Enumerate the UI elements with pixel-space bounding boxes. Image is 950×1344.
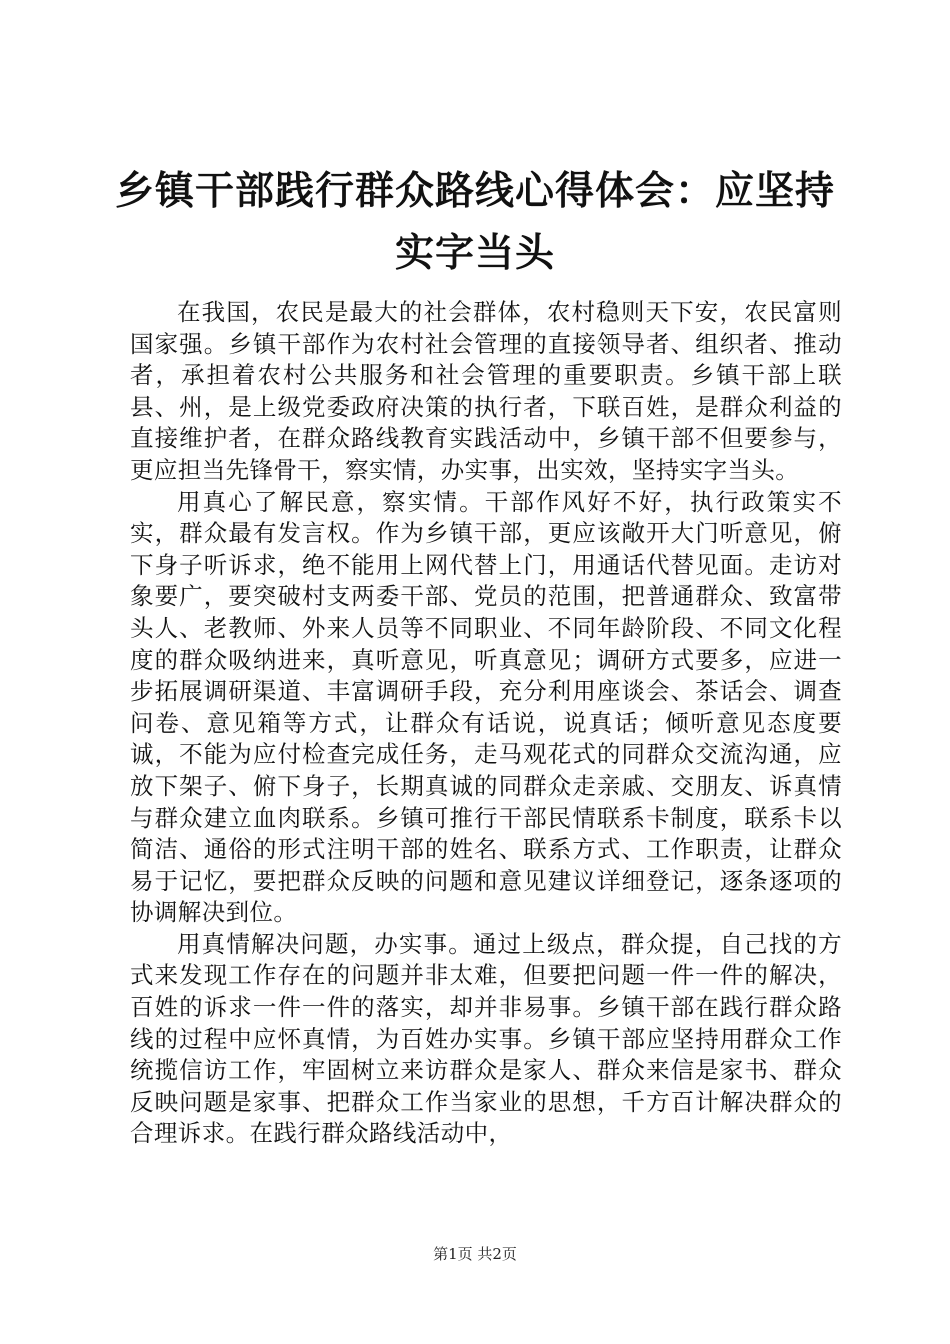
document-body [130,297,842,1150]
paragraph-2: 用真心了解民意，察实情。干部作风好不好，执行政策实不实，群众最有发言权。作为乡镇干部，更应该敞开大门听意见，俯下身子听诉求，绝不能用上网代替上门，用通话代替见面。走访对象要广，要突破村支两委干部、党员的范围，把普通群众、致富带头人、老教师、外来人员等不同职业、不同年龄阶段、不同文化程度的群众吸纳进来，真听意见，听真意见；调研方式要多，应进一步拓展调研渠道、丰富调研手段，充分利用座谈会、茶话会、调查问卷、意见箱等方式，让群众有话说，说真话；倾听意见态度要诚，不能为应付检查完成任务，走马观花式的同群众交流沟通，应放下架子、俯下身子，长期真诚的同群众走亲戚、交朋友、诉真情与群众建立血肉联系。乡镇可推行干部民情联系卡制度，联系卡以简洁、通俗的形式注明干部的姓名、联系方式、工作职责，让群众易于记忆，要把群众反映的问题和意见建议详细登记，逐条逐项的协调解决到位。 [130,487,842,927]
paragraph-1: 在我国，农民是最大的社会群体，农村稳则天下安，农民富则国家强。乡镇干部作为农村社会管理的直接领导者、组织者、推动者，承担着农村公共服务和社会管理的重要职责。乡镇干部上联县、州，是上级党委政府决策的执行者，下联百姓，是群众利益的直接维护者，在群众路线教育实践活动中，乡镇干部不但要参与，更应担当先锋骨干，察实情，办实事，出实效，坚持实字当头。 [130,298,842,484]
document-title: 乡镇干部践行群众路线心得体会：应坚持实字当头 [114,168,835,276]
paragraph-3: 用真情解决问题，办实事。通过上级点，群众提，自己找的方式来发现工作存在的问题并非太难，但要把问题一件一件的解决，百姓的诉求一件一件的落实，却并非易事。乡镇干部在践行群众路线的过程中应怀真情，为百姓办实事。乡镇干部应坚持用群众工作统揽信访工作，牢固树立来访群众是家人、群众来信是家书、群众反映问题是家事、把群众工作当家业的思想，千方百计解决群众的合理诉求。在践行群众路线活动中， [130,929,842,1148]
page-footer: 第1页 共2页 [433,1245,517,1263]
